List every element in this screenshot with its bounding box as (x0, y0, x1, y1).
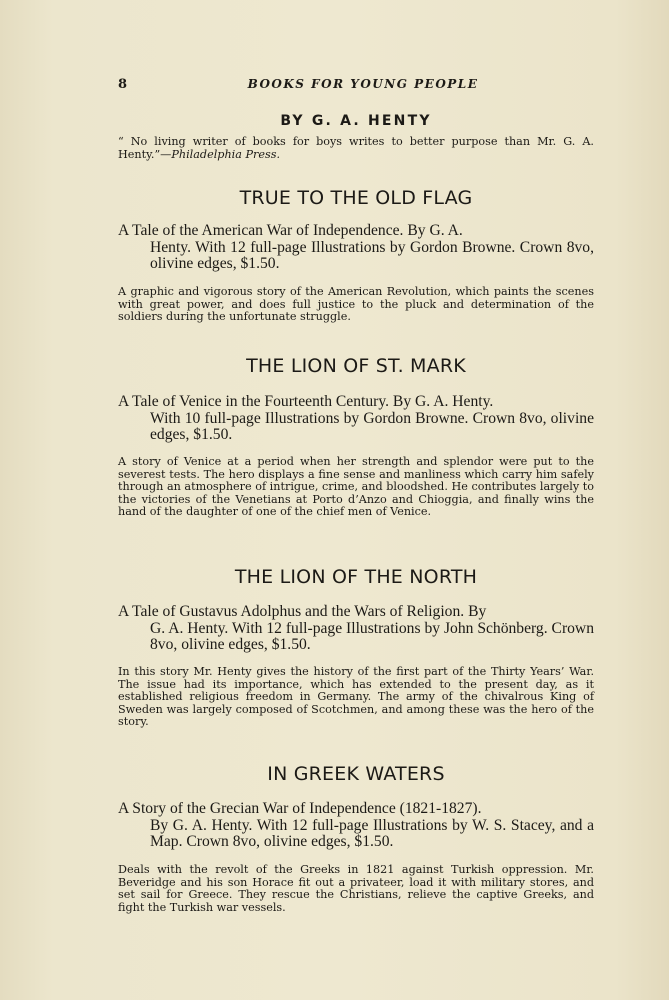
author-heading: BY G. A. HENTY (280, 113, 432, 129)
book-description (118, 801, 594, 851)
book-description-rest: Henty. With 12 full-page Illustrations by Gordon Browne. Crown 8vo, olivine edges, $1.50. (150, 238, 594, 272)
book-description-rest: With 10 full-page Illustrations by Gordon Browne. Crown 8vo, olivine edges, $1.50. (150, 409, 594, 443)
book-description-first-line: A Tale of Venice in the Fourteenth Century. By G. A. Henty. (118, 393, 494, 410)
book-description-first-line: A Tale of the American War of Independence. By G. A. (118, 222, 463, 239)
author-blurb (118, 135, 594, 161)
book-description (118, 604, 594, 654)
running-title: BOOKS FOR YOUNG PEOPLE (247, 77, 479, 91)
book-summary: A story of Venice at a period when her strength and splendor were put to the severest tests. The hero displays a fine sense and manliness which carry him safely through an atmosphere of intrigue, crime, and bloodshed. He contributes largely to the victories of the Venetians at Porto d’Anzo and Chioggia, and finally wins the hand of the daughter of one of the chief men of Venice. (118, 455, 594, 519)
book-summary: In this story Mr. Henty gives the history of the first part of the Thirty Years’ War. The issue had its importance, which has extended to the present day, as it established religious freedom in Germany. The army of the chivalrous King of Sweden was largely composed of Scotchmen, and among these was the hero of the story. (118, 665, 594, 729)
book-description (118, 223, 594, 273)
page-number: 8 (118, 77, 128, 92)
book-summary: A graphic and vigorous story of the American Revolution, which paints the scenes with great power, and does full justice to the pluck and determination of the soldiers during the unfortunate struggle. (118, 285, 594, 324)
book-description (118, 394, 594, 444)
book-description-rest: By G. A. Henty. With 12 full-page Illustrations by W. S. Stacey, and a Map. Crown 8vo, olivine edges, $1.50. (150, 816, 594, 850)
book-title: THE LION OF ST. MARK (246, 355, 466, 377)
book-title: THE LION OF THE NORTH (234, 566, 478, 588)
running-head (118, 77, 608, 95)
blurb-quote: “ No living writer of books for boys writes to better purpose than Mr. G. A. Henty.”— (118, 135, 594, 161)
book-title: IN GREEK WATERS (267, 763, 445, 785)
blurb-source: Philadelphia Press. (171, 148, 280, 161)
book-description-first-line: A Tale of Gustavus Adolphus and the Wars of Religion. By (118, 603, 487, 620)
book-description-rest: G. A. Henty. With 12 full-page Illustrations by John Schönberg. Crown 8vo, olivine edges, $1.50. (150, 619, 594, 653)
book-summary: Deals with the revolt of the Greeks in 1821 against Turkish oppression. Mr. Beveridge and his son Horace fit out a privateer, load it with military stores, and set sail for Greece. They rescue the Christians, relieve the captive Greeks, and fight the Turkish war vessels. (118, 863, 594, 914)
book-title: TRUE TO THE OLD FLAG (239, 187, 473, 209)
book-description-first-line: A Story of the Grecian War of Independence (1821-1827). (118, 800, 482, 817)
